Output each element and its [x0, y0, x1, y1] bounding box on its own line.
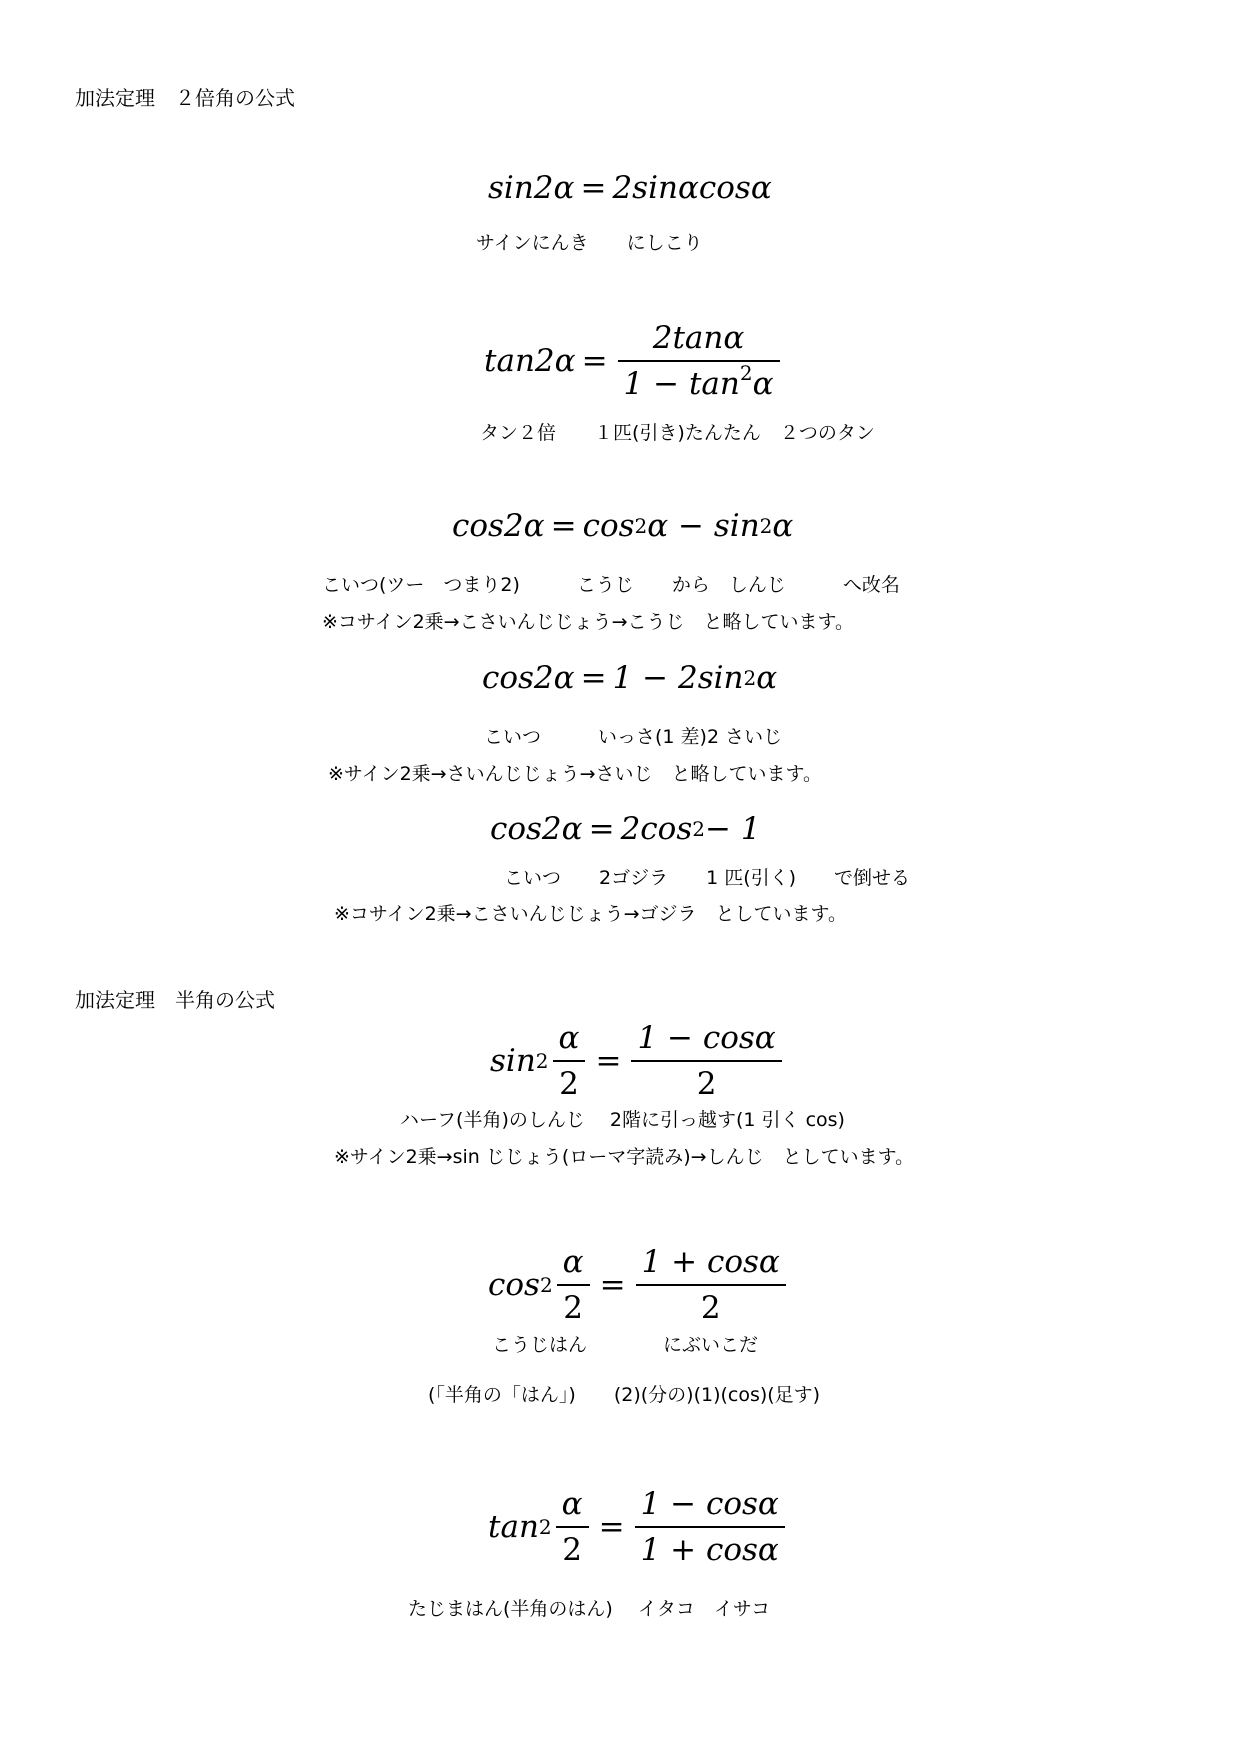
mnemonic-cos-double-angle-1: こいつ(ツー つまり2) こうじ から しんじ へ改名	[322, 574, 900, 596]
fraction-numerator: α	[558, 1020, 580, 1056]
formula-lhs: cos2α	[490, 811, 583, 847]
equals-sign: =	[588, 811, 615, 847]
equals-sign: =	[598, 1509, 625, 1545]
fraction-numerator: 1 + cosα	[641, 1244, 780, 1280]
den-part-b: α	[752, 366, 774, 402]
fraction-denominator: 2	[696, 1066, 717, 1102]
argument-fraction	[557, 1240, 590, 1330]
mnemonic-cos-double-angle-3: こいつ 2ゴジラ 1 匹(引く) で倒せる	[504, 867, 911, 889]
fraction	[635, 1482, 785, 1572]
exponent: 2	[739, 361, 753, 385]
formula-sin-double-angle	[488, 170, 772, 206]
fraction-numerator: α	[561, 1486, 583, 1522]
fraction-denominator: 2	[562, 1532, 582, 1568]
rhs-part-1: 2cos	[620, 811, 693, 847]
function-name: cos	[488, 1267, 540, 1303]
mnemonic-tan-double-angle: タン２倍 １匹(引き)たんたん ２つのタン	[480, 422, 875, 444]
fraction-denominator: 1 + cosα	[640, 1532, 779, 1568]
formula-tan-double-angle	[484, 316, 784, 406]
rhs-part-1: 1 − 2sin	[612, 660, 744, 696]
formula-tan-half-angle: tan 2 $\frac{\alpha}{2}$ = $\frac{1 - \cos\alpha}{1 + \cos\alpha}$	[488, 1482, 789, 1572]
fraction-numerator: 1 − cosα	[637, 1020, 776, 1056]
rhs-part-3: α	[772, 508, 794, 544]
equals-sign: =	[599, 1267, 626, 1303]
equals-sign: =	[581, 343, 608, 379]
argument-fraction	[553, 1016, 586, 1106]
note-cos-double-angle-2: ※サイン2乗→さいんじじょう→さいじ と略しています。	[328, 763, 822, 785]
rhs-part-2: − 1	[704, 811, 761, 847]
equals-sign: =	[580, 660, 607, 696]
note-cos-double-angle-1: ※コサイン2乗→こさいんじじょう→こうじ と略しています。	[322, 611, 854, 633]
formula-lhs: cos2α	[452, 508, 545, 544]
fraction-denominator	[618, 362, 780, 406]
mnemonic-sin-half-angle: ハーフ(半角)のしんじ 2階に引っ越す(1 引く cos)	[400, 1109, 845, 1131]
formula-lhs: tan2α	[484, 343, 576, 379]
rhs-part-2: α − sin	[647, 508, 760, 544]
rhs-part-2: α	[756, 660, 778, 696]
formula-cos-double-angle-1: cos2α = cos 2 α − sin 2 α	[452, 508, 794, 544]
fraction-numerator: 2tanα	[652, 320, 745, 356]
fraction-denominator: 2	[559, 1066, 579, 1102]
note-cos-double-angle-3: ※コサイン2乗→こさいんじじょう→ゴジラ としています。	[334, 903, 847, 925]
equals-sign: =	[580, 170, 607, 206]
function-name: sin	[490, 1043, 536, 1079]
formula-lhs: cos2α	[482, 660, 575, 696]
fraction-denominator: 2	[563, 1290, 583, 1326]
note-cos-half-angle: (「半角の「はん」) (2)(分の)(1)(cos)(足す)	[428, 1384, 821, 1406]
formula-rhs: 2sinαcosα	[612, 170, 772, 206]
fraction	[631, 1016, 781, 1106]
mnemonic-cos-double-angle-2: こいつ いっさ(1 差)2 さいじ	[484, 726, 783, 748]
fraction-numerator: α	[562, 1244, 584, 1280]
fraction-denominator: 2	[700, 1290, 721, 1326]
fraction	[636, 1240, 786, 1330]
equals-sign: =	[550, 508, 577, 544]
function-name: tan	[488, 1509, 539, 1545]
formula-cos-double-angle-3: cos2α = 2cos 2 − 1	[490, 811, 761, 847]
section-heading-double-angle: 加法定理 ２倍角の公式	[75, 86, 295, 110]
formula-sin-half-angle: sin 2 $\frac{\alpha}{2}$ = $\frac{1 - \cos\alpha}{2}$	[490, 1016, 786, 1106]
den-part-a: 1 − tan	[623, 366, 740, 402]
mnemonic-cos-half-angle: こうじはん にぶいこだ	[492, 1334, 759, 1356]
fraction	[618, 316, 780, 406]
formula-cos-half-angle: cos 2 $\frac{\alpha}{2}$ = $\frac{1 + \cos\alpha}{2}$	[488, 1240, 790, 1330]
mnemonic-tan-half-angle: たじまはん(半角のはん) イタコ イサコ	[408, 1598, 771, 1620]
fraction-numerator: 1 − cosα	[640, 1486, 779, 1522]
formula-lhs: sin2α	[488, 170, 575, 206]
argument-fraction	[556, 1482, 589, 1572]
equals-sign: =	[595, 1043, 622, 1079]
mnemonic-sin-double-angle: サインにんき にしこり	[476, 232, 703, 254]
section-heading-half-angle: 加法定理 半角の公式	[75, 988, 275, 1012]
rhs-part-1: cos	[582, 508, 635, 544]
formula-cos-double-angle-2: cos2α = 1 − 2sin 2 α	[482, 660, 778, 696]
note-sin-half-angle: ※サイン2乗→sin じじょう(ローマ字読み)→しんじ としています。	[334, 1146, 915, 1168]
